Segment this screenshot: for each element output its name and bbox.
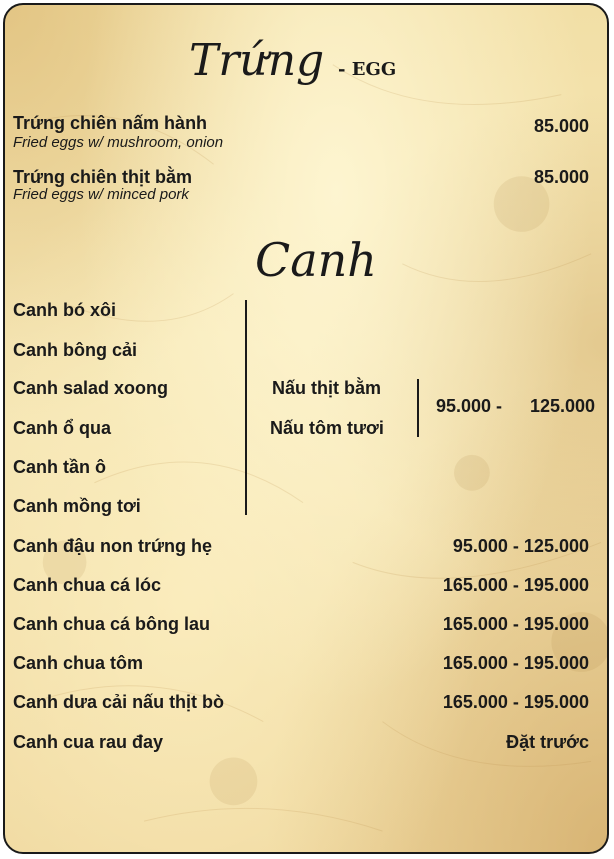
- soup-item-price: 165.000 - 195.000: [442, 692, 589, 712]
- soup-item-name: Canh chua cá bông lau: [13, 614, 211, 634]
- soup-item-name: Canh dưa cải nấu thịt bò: [13, 692, 225, 712]
- group-price-low: 95.000 -: [436, 396, 503, 416]
- soup-cooking-option: Nấu thịt bằm: [272, 378, 382, 398]
- menu-page: [3, 3, 609, 854]
- soup-item-name: Canh salad xoong: [13, 378, 169, 398]
- group-price-high: 125.000: [530, 396, 596, 416]
- soup-item-name: Canh ổ qua: [13, 418, 111, 438]
- group-divider-right: [417, 379, 419, 437]
- soup-item-name: Canh tần ô: [13, 457, 106, 477]
- menu-item-english: Fried eggs w/ minced pork: [13, 186, 189, 203]
- egg-section-suffix: - EGG: [338, 59, 397, 80]
- soup-item-name: Canh đậu non trứng hẹ: [13, 536, 213, 556]
- soup-item-price: Đặt trước: [506, 732, 589, 752]
- soup-item-name: Canh cua rau đay: [13, 732, 164, 752]
- canh-section-title: Canh: [255, 233, 377, 287]
- soup-item-name: Canh chua tôm: [13, 653, 144, 673]
- soup-item-name: Canh bông cải: [13, 340, 138, 360]
- soup-item-price: 165.000 - 195.000: [442, 614, 589, 634]
- soup-item-name: Canh bó xôi: [13, 300, 116, 320]
- soup-cooking-option: Nấu tôm tươi: [270, 418, 384, 438]
- menu-item-english: Fried eggs w/ mushroom, onion: [13, 134, 224, 151]
- menu-item-name: Trứng chiên thịt bằm: [13, 167, 193, 187]
- menu-item-price: 85.000: [533, 116, 589, 136]
- menu-item-price: 85.000: [533, 167, 589, 187]
- egg-section-title: Trứng: [189, 35, 325, 86]
- soup-item-name: Canh mồng tơi: [13, 496, 141, 516]
- soup-item-price: 95.000 - 125.000: [452, 536, 589, 556]
- soup-item-name: Canh chua cá lóc: [13, 575, 162, 595]
- menu-item-name: Trứng chiên nấm hành: [13, 113, 208, 133]
- group-divider-left: [245, 300, 247, 515]
- soup-item-price: 165.000 - 195.000: [442, 575, 589, 595]
- soup-item-price: 165.000 - 195.000: [442, 653, 589, 673]
